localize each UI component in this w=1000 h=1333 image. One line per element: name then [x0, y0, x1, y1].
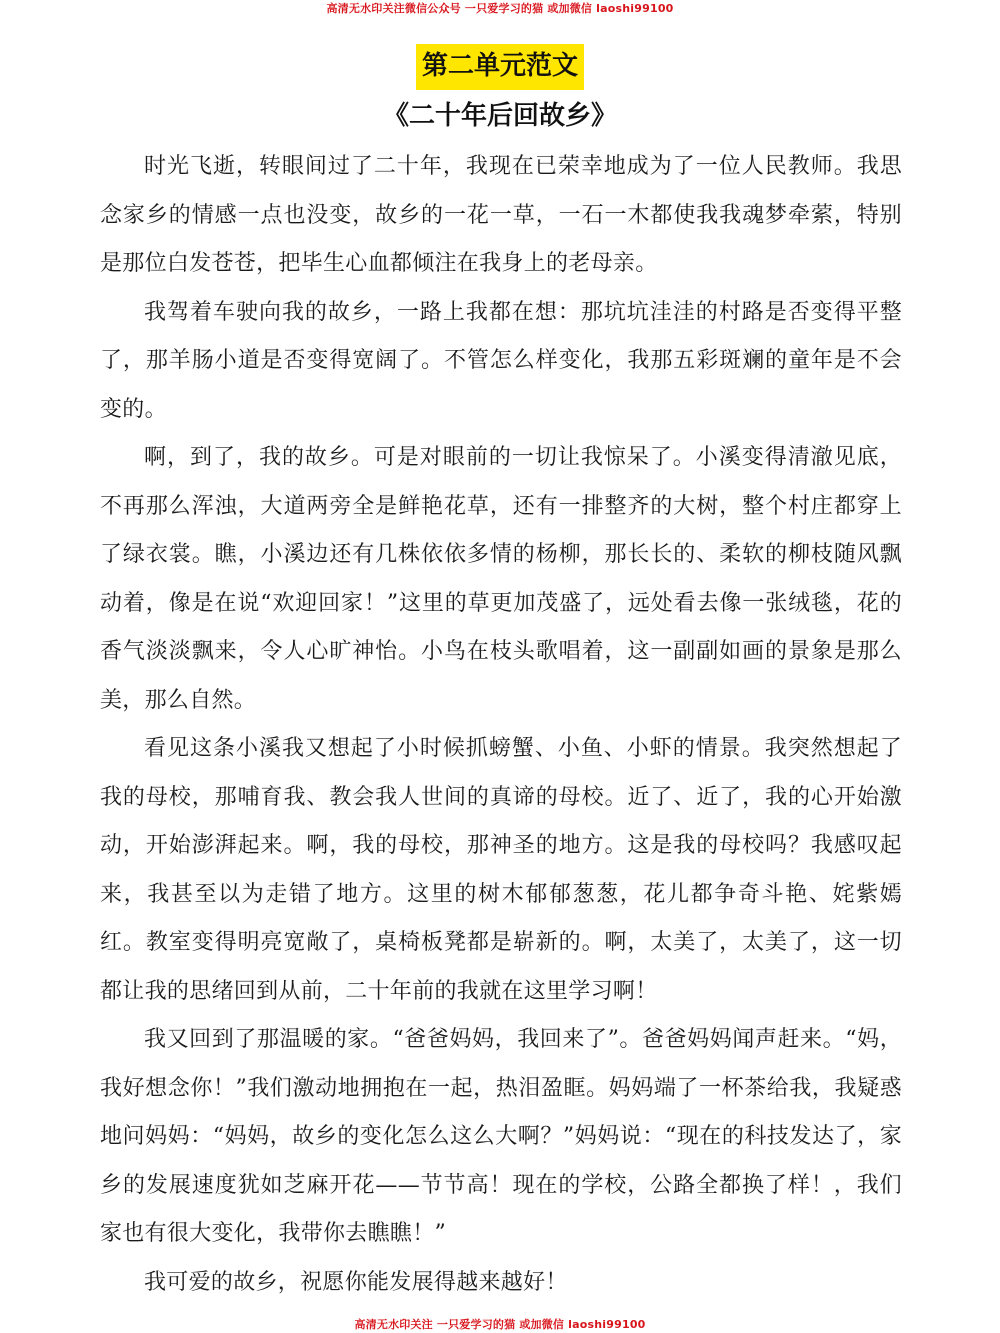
- essay-title: 《二十年后回故乡》: [382, 101, 617, 131]
- paragraph: 时光飞逝，转眼间过了二十年，我现在已荣幸地成为了一位人民教师。我思念家乡的情感一点也没变，故乡的一花一草，一石一木都使我我魂梦牵萦，特别是那位白发苍苍，把毕生心血都倾注在我身上的老母亲。: [100, 154, 902, 276]
- section-heading: 第二单元范文: [416, 44, 584, 90]
- paragraph: 我可爱的故乡，祝愿你能发展得越来越好！: [144, 1269, 568, 1295]
- watermark-bottom: 高清无水印关注 一只爱学习的猫 或加微信 laoshi99100: [354, 1318, 646, 1331]
- paragraph: 看见这条小溪我又想起了小时候抓螃蟹、小鱼、小虾的情景。我突然想起了我的母校，那哺育我、教会我人世间的真谛的母校。近了、近了，我的心开始激动，开始澎湃起来。啊，我的母校，那神圣的地方。这是我的母校吗？我感叹起来，我甚至以为走错了地方。这里的树木郁郁葱葱，花儿都争奇斗艳、姹紫嫣红。教室变得明亮宽敞了，桌椅板凳都是崭新的。啊，太美了，太美了，这一切都让我的思绪回到从前，二十年前的我就在这里学习啊！: [100, 736, 902, 1004]
- paragraph: 我又回到了那温暖的家。“爸爸妈妈，我回来了”。爸爸妈妈闻声赶来。“妈，我好想念你！”我们激动地拥抱在一起，热泪盈眶。妈妈端了一杯茶给我，我疑惑地问妈妈：“妈妈，故乡的变化怎么这么大啊？”妈妈说：“现在的科技发达了，家乡的发展速度犹如芝麻开花——节节高！现在的学校，公路全都换了样！，我们家也有很大变化，我带你去瞧瞧！”: [100, 1027, 902, 1246]
- paragraph: 我驾着车驶向我的故乡，一路上我都在想：那坑坑洼洼的村路是否变得平整了，那羊肠小道是否变得宽阔了。不管怎么样变化，我那五彩斑斓的童年是不会变的。: [100, 299, 902, 422]
- paragraph: 啊，到了，我的故乡。可是对眼前的一切让我惊呆了。小溪变得清澈见底，不再那么浑浊，大道两旁全是鲜艳花草，还有一排整齐的大树，整个村庄都穿上了绿衣裳。瞧，小溪边还有几株依依多情的杨柳，那长长的、柔软的柳枝随风飘动着，像是在说“欢迎回家！”这里的草更加茂盛了，远处看去像一张绒毯，花的香气淡淡飘来，令人心旷神怡。小鸟在枝头歌唱着，这一副副如画的景象是那么美，那么自然。: [100, 445, 902, 713]
- section-heading-container: [0, 44, 1000, 90]
- watermark-top: 高清无水印关注微信公众号 一只爱学习的猫 或加微信 laoshi99100: [326, 2, 674, 15]
- essay-body: [100, 143, 902, 1307]
